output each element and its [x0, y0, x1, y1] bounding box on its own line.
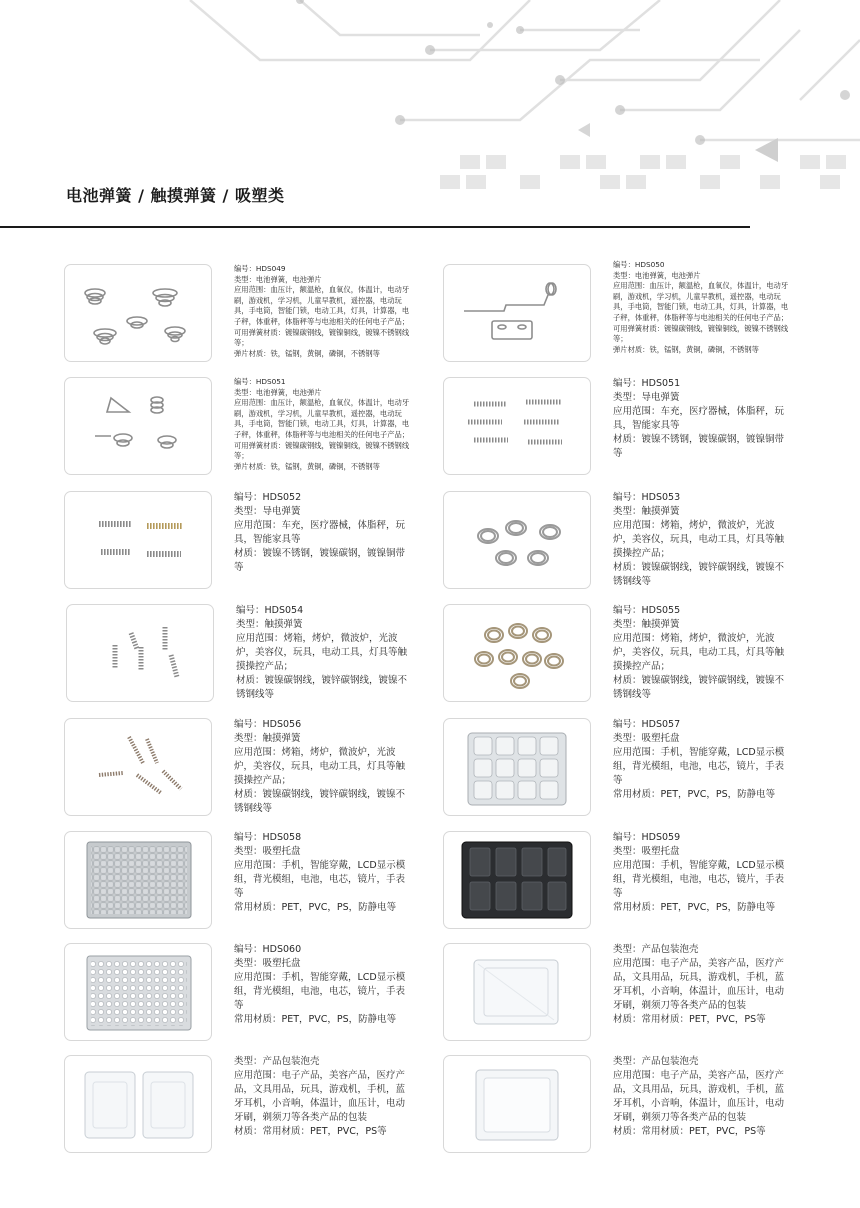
product-line: 可用弹簧材质：镀镍碳钢线，镀镍铜线，镀镍不锈钢线等；: [234, 440, 410, 461]
product-image: [64, 1055, 212, 1153]
product-line: 类型：产品包装泡壳: [234, 1056, 320, 1067]
product-line: 可用弹簧材质：镀镍碳钢线，镀镍铜线，镀镍不锈钢线等；: [613, 323, 789, 344]
product-line: 编号：HDS059: [613, 832, 681, 843]
product-info: [234, 943, 412, 1027]
product-line: 材质：镀镍不锈钢，镀镍碳钢，镀镍铜带等: [613, 434, 785, 459]
product-line: 类型：吸塑托盘: [613, 733, 680, 744]
product-line: 类型：产品包装泡壳: [613, 1056, 699, 1067]
product-line: 应用范围：烤箱，烤炉，微波炉，光波炉，美容仪，玩具，电动工具，灯具等触摸操控产品；: [613, 633, 785, 672]
product-image: [443, 1055, 591, 1153]
product-info: [613, 943, 791, 1027]
product-image: [64, 718, 212, 816]
product-line: 编号：HDS052: [234, 492, 302, 503]
product-line: 类型：触摸弹簧: [234, 733, 301, 744]
product-line: 应用范围：车充，医疗器械，体脂秤，玩具，智能家具等: [234, 520, 406, 545]
product-info: [613, 260, 791, 355]
product-line: 应用范围：烤箱，烤炉，微波炉，光波炉，美容仪，玩具，电动工具，灯具等触摸操控产品；: [234, 747, 406, 786]
product-image: [443, 604, 591, 702]
product-line: 应用范围：手机，智能穿戴，LCD显示模组，背光模组，电池，电芯，镜片，手表等: [613, 860, 785, 899]
product-line: 类型：导电弹簧: [234, 506, 301, 517]
product-line: 应用范围：烤箱，烤炉，微波炉，光波炉，美容仪，玩具，电动工具，灯具等触摸操控产品；: [236, 633, 408, 672]
circuit-background: [0, 0, 860, 200]
product-image: [66, 604, 214, 702]
product-line: 编号：HDS051: [234, 377, 286, 386]
page-title: 电池弹簧 / 触摸弹簧 / 吸塑类: [66, 186, 285, 205]
product-image: [64, 264, 212, 362]
product-line: 类型：吸塑托盘: [234, 958, 301, 969]
product-line: 材质：常用材质：PET，PVC，PS等: [613, 1014, 766, 1025]
product-line: 材质：镀镍碳钢线，镀锌碳钢线，镀镍不锈钢线等: [236, 675, 408, 700]
product-line: 材质：镀镍碳钢线，镀锌碳钢线，镀镍不锈钢线等: [234, 789, 406, 814]
product-line: 应用范围：手机，智能穿戴，LCD显示模组，背光模组，电池，电芯，镜片，手表等: [613, 747, 785, 786]
product-info: [613, 831, 791, 915]
product-line: 材质：常用材质：PET，PVC，PS等: [234, 1126, 387, 1137]
product-line: 类型：触摸弹簧: [613, 506, 680, 517]
product-line: 材质：常用材质：PET，PVC，PS等: [613, 1126, 766, 1137]
product-line: 编号：HDS049: [234, 264, 286, 273]
product-line: 编号：HDS053: [613, 492, 681, 503]
product-image: [64, 491, 212, 589]
product-line: 类型：电池弹簧，电池弹片: [613, 270, 701, 280]
product-line: 常用材质：PET，PVC，PS，防静电等: [234, 1014, 397, 1025]
product-line: 应用范围：烤箱，烤炉，微波炉，光波炉，美容仪，玩具，电动工具，灯具等触摸操控产品；: [613, 520, 785, 559]
product-image: [64, 831, 212, 929]
product-line: 类型：吸塑托盘: [234, 846, 301, 857]
product-image: [64, 943, 212, 1041]
product-info: [234, 264, 412, 359]
product-info: [613, 604, 791, 702]
product-line: 应用范围：血压计，额温枪，血氧仪，体温计，电动牙刷，游戏机，学习机，儿童早教机，遥控器，电动玩具，手电筒，智能门锁，电动工具，灯具，计算器，电子秤，体重秤，体脂秤等与电池相关的任何电子产品；: [234, 285, 410, 326]
product-info: [234, 491, 412, 575]
product-line: 类型：触摸弹簧: [236, 619, 303, 630]
product-line: 应用范围：血压计，额温枪，血氧仪，体温计，电动牙刷，游戏机，学习机，儿童早教机，遥控器，电动玩具，手电筒，智能门锁，电动工具，灯具，计算器，电子秤，体重秤，体脂秤等与电池相关的任何电子产品；: [234, 398, 410, 439]
product-line: 可用弹簧材质：镀镍碳钢线，镀镍铜线，镀镍不锈钢线等；: [234, 327, 410, 348]
product-line: 类型：吸塑托盘: [613, 846, 680, 857]
product-line: 弹片材质：铁，锰钢，黄铜，磷铜，不锈钢等: [234, 461, 380, 471]
product-image: [443, 377, 591, 475]
product-line: 应用范围：电子产品，美容产品，医疗产品，文具用品，玩具，游戏机，手机，蓝牙耳机，小音响，体温计，血压计，电动牙刷，剃须刀等各类产品的包装: [613, 958, 785, 1011]
product-info: [613, 377, 791, 461]
product-image: [443, 943, 591, 1041]
product-line: 应用范围：电子产品，美容产品，医疗产品，文具用品，玩具，游戏机，手机，蓝牙耳机，小音响，体温计，血压计，电动牙刷，剃须刀等各类产品的包装: [234, 1070, 406, 1123]
product-info: [234, 377, 412, 472]
product-line: 编号：HDS057: [613, 719, 681, 730]
product-image: [443, 264, 591, 362]
product-line: 弹片材质：铁，锰钢，黄铜，磷铜，不锈钢等: [613, 344, 759, 354]
product-line: 类型：触摸弹簧: [613, 619, 680, 630]
product-line: 编号：HDS051: [613, 378, 681, 389]
title-divider: [0, 226, 750, 228]
product-line: 编号：HDS060: [234, 944, 302, 955]
product-image: [64, 377, 212, 475]
product-image: [443, 491, 591, 589]
product-line: 材质：镀镍不锈钢，镀镍碳钢，镀镍铜带等: [234, 548, 406, 573]
product-line: 应用范围：车充，医疗器械，体脂秤，玩具，智能家具等: [613, 406, 785, 431]
product-line: 弹片材质：铁，锰钢，黄铜，磷铜，不锈钢等: [234, 348, 380, 358]
product-info: [234, 831, 412, 915]
product-image: [443, 831, 591, 929]
product-line: 编号：HDS056: [234, 719, 302, 730]
product-line: 材质：镀镍碳钢线，镀锌碳钢线，镀镍不锈钢线等: [613, 562, 785, 587]
product-line: 类型：电池弹簧，电池弹片: [234, 387, 322, 397]
product-info: [613, 718, 791, 802]
product-line: 应用范围：手机，智能穿戴，LCD显示模组，背光模组，电池，电芯，镜片，手表等: [234, 972, 406, 1011]
product-info: [234, 718, 412, 816]
product-info: [613, 1055, 791, 1139]
product-line: 类型：导电弹簧: [613, 392, 680, 403]
product-line: 材质：镀镍碳钢线，镀锌碳钢线，镀镍不锈钢线等: [613, 675, 785, 700]
product-info: [234, 1055, 412, 1139]
product-line: 类型：产品包装泡壳: [613, 944, 699, 955]
product-line: 应用范围：手机，智能穿戴，LCD显示模组，背光模组，电池，电芯，镜片，手表等: [234, 860, 406, 899]
product-line: 常用材质：PET，PVC，PS，防静电等: [613, 789, 776, 800]
product-line: 编号：HDS050: [613, 260, 665, 269]
product-line: 常用材质：PET，PVC，PS，防静电等: [234, 902, 397, 913]
product-line: 编号：HDS054: [236, 605, 304, 616]
product-line: 编号：HDS055: [613, 605, 681, 616]
product-line: 应用范围：血压计，额温枪，血氧仪，体温计，电动牙刷，游戏机，学习机，儿童早教机，遥控器，电动玩具，手电筒，智能门锁，电动工具，灯具，计算器，电子秤，体重秤，体脂秤等与电池相关的任何电子产品；: [613, 281, 789, 322]
product-line: 应用范围：电子产品，美容产品，医疗产品，文具用品，玩具，游戏机，手机，蓝牙耳机，小音响，体温计，血压计，电动牙刷，剃须刀等各类产品的包装: [613, 1070, 785, 1123]
product-info: [613, 491, 791, 589]
product-line: 常用材质：PET，PVC，PS，防静电等: [613, 902, 776, 913]
product-image: [443, 718, 591, 816]
product-line: 编号：HDS058: [234, 832, 302, 843]
product-line: 类型：电池弹簧，电池弹片: [234, 274, 322, 284]
product-info: [236, 604, 414, 702]
